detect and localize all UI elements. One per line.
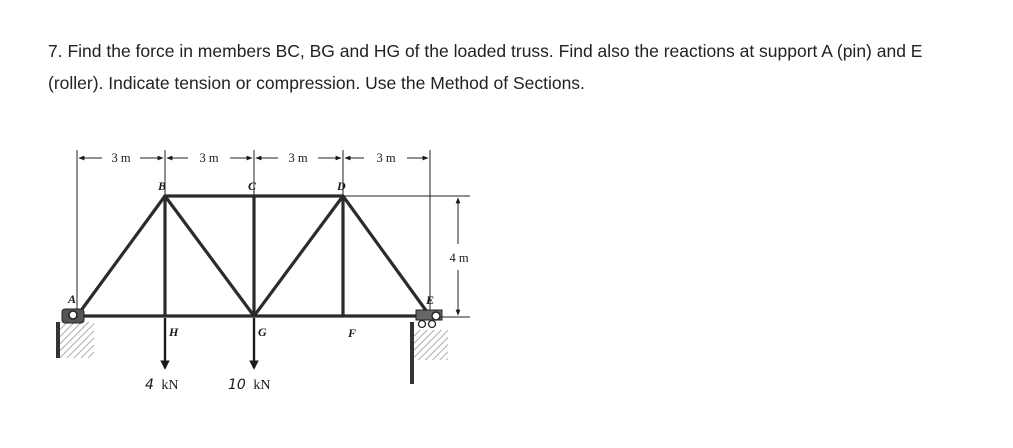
dim-label-height: 4 m bbox=[449, 251, 469, 265]
load-unit-G: kN bbox=[253, 378, 271, 393]
member-DG bbox=[254, 196, 343, 316]
problem-line-2: (roller). Indicate tension or compression. Use the Method of Sections. bbox=[48, 73, 585, 93]
member-BG bbox=[165, 196, 254, 316]
node-label-E: E bbox=[426, 293, 435, 307]
load-unit-H: kN bbox=[161, 378, 179, 393]
node-label-F: F bbox=[348, 326, 357, 340]
roller-support-E bbox=[410, 310, 448, 384]
node-label-H: H bbox=[169, 325, 179, 339]
dim-label-span3: 3 m bbox=[288, 151, 308, 165]
truss-members bbox=[77, 196, 430, 316]
load-value-G: 10 bbox=[228, 377, 246, 393]
dim-label-span1: 3 m bbox=[111, 151, 131, 165]
node-label-B: B bbox=[158, 179, 167, 193]
load-label-H bbox=[145, 377, 179, 393]
member-DE bbox=[343, 196, 430, 316]
load-label-G bbox=[228, 377, 270, 393]
dim-label-span4: 3 m bbox=[376, 151, 396, 165]
load-value-H: 4 bbox=[145, 377, 154, 393]
node-label-G: G bbox=[258, 325, 267, 339]
node-label-C: C bbox=[248, 179, 257, 193]
node-label-A: A bbox=[68, 292, 77, 306]
load-arrows bbox=[165, 318, 254, 368]
node-label-D: D bbox=[337, 179, 346, 193]
dim-label-span2: 3 m bbox=[199, 151, 219, 165]
problem-line-1: 7. Find the force in members BC, BG and HG of the loaded truss. Find also the reactions at support A (pin) and E bbox=[48, 41, 923, 61]
member-AB bbox=[77, 196, 165, 316]
